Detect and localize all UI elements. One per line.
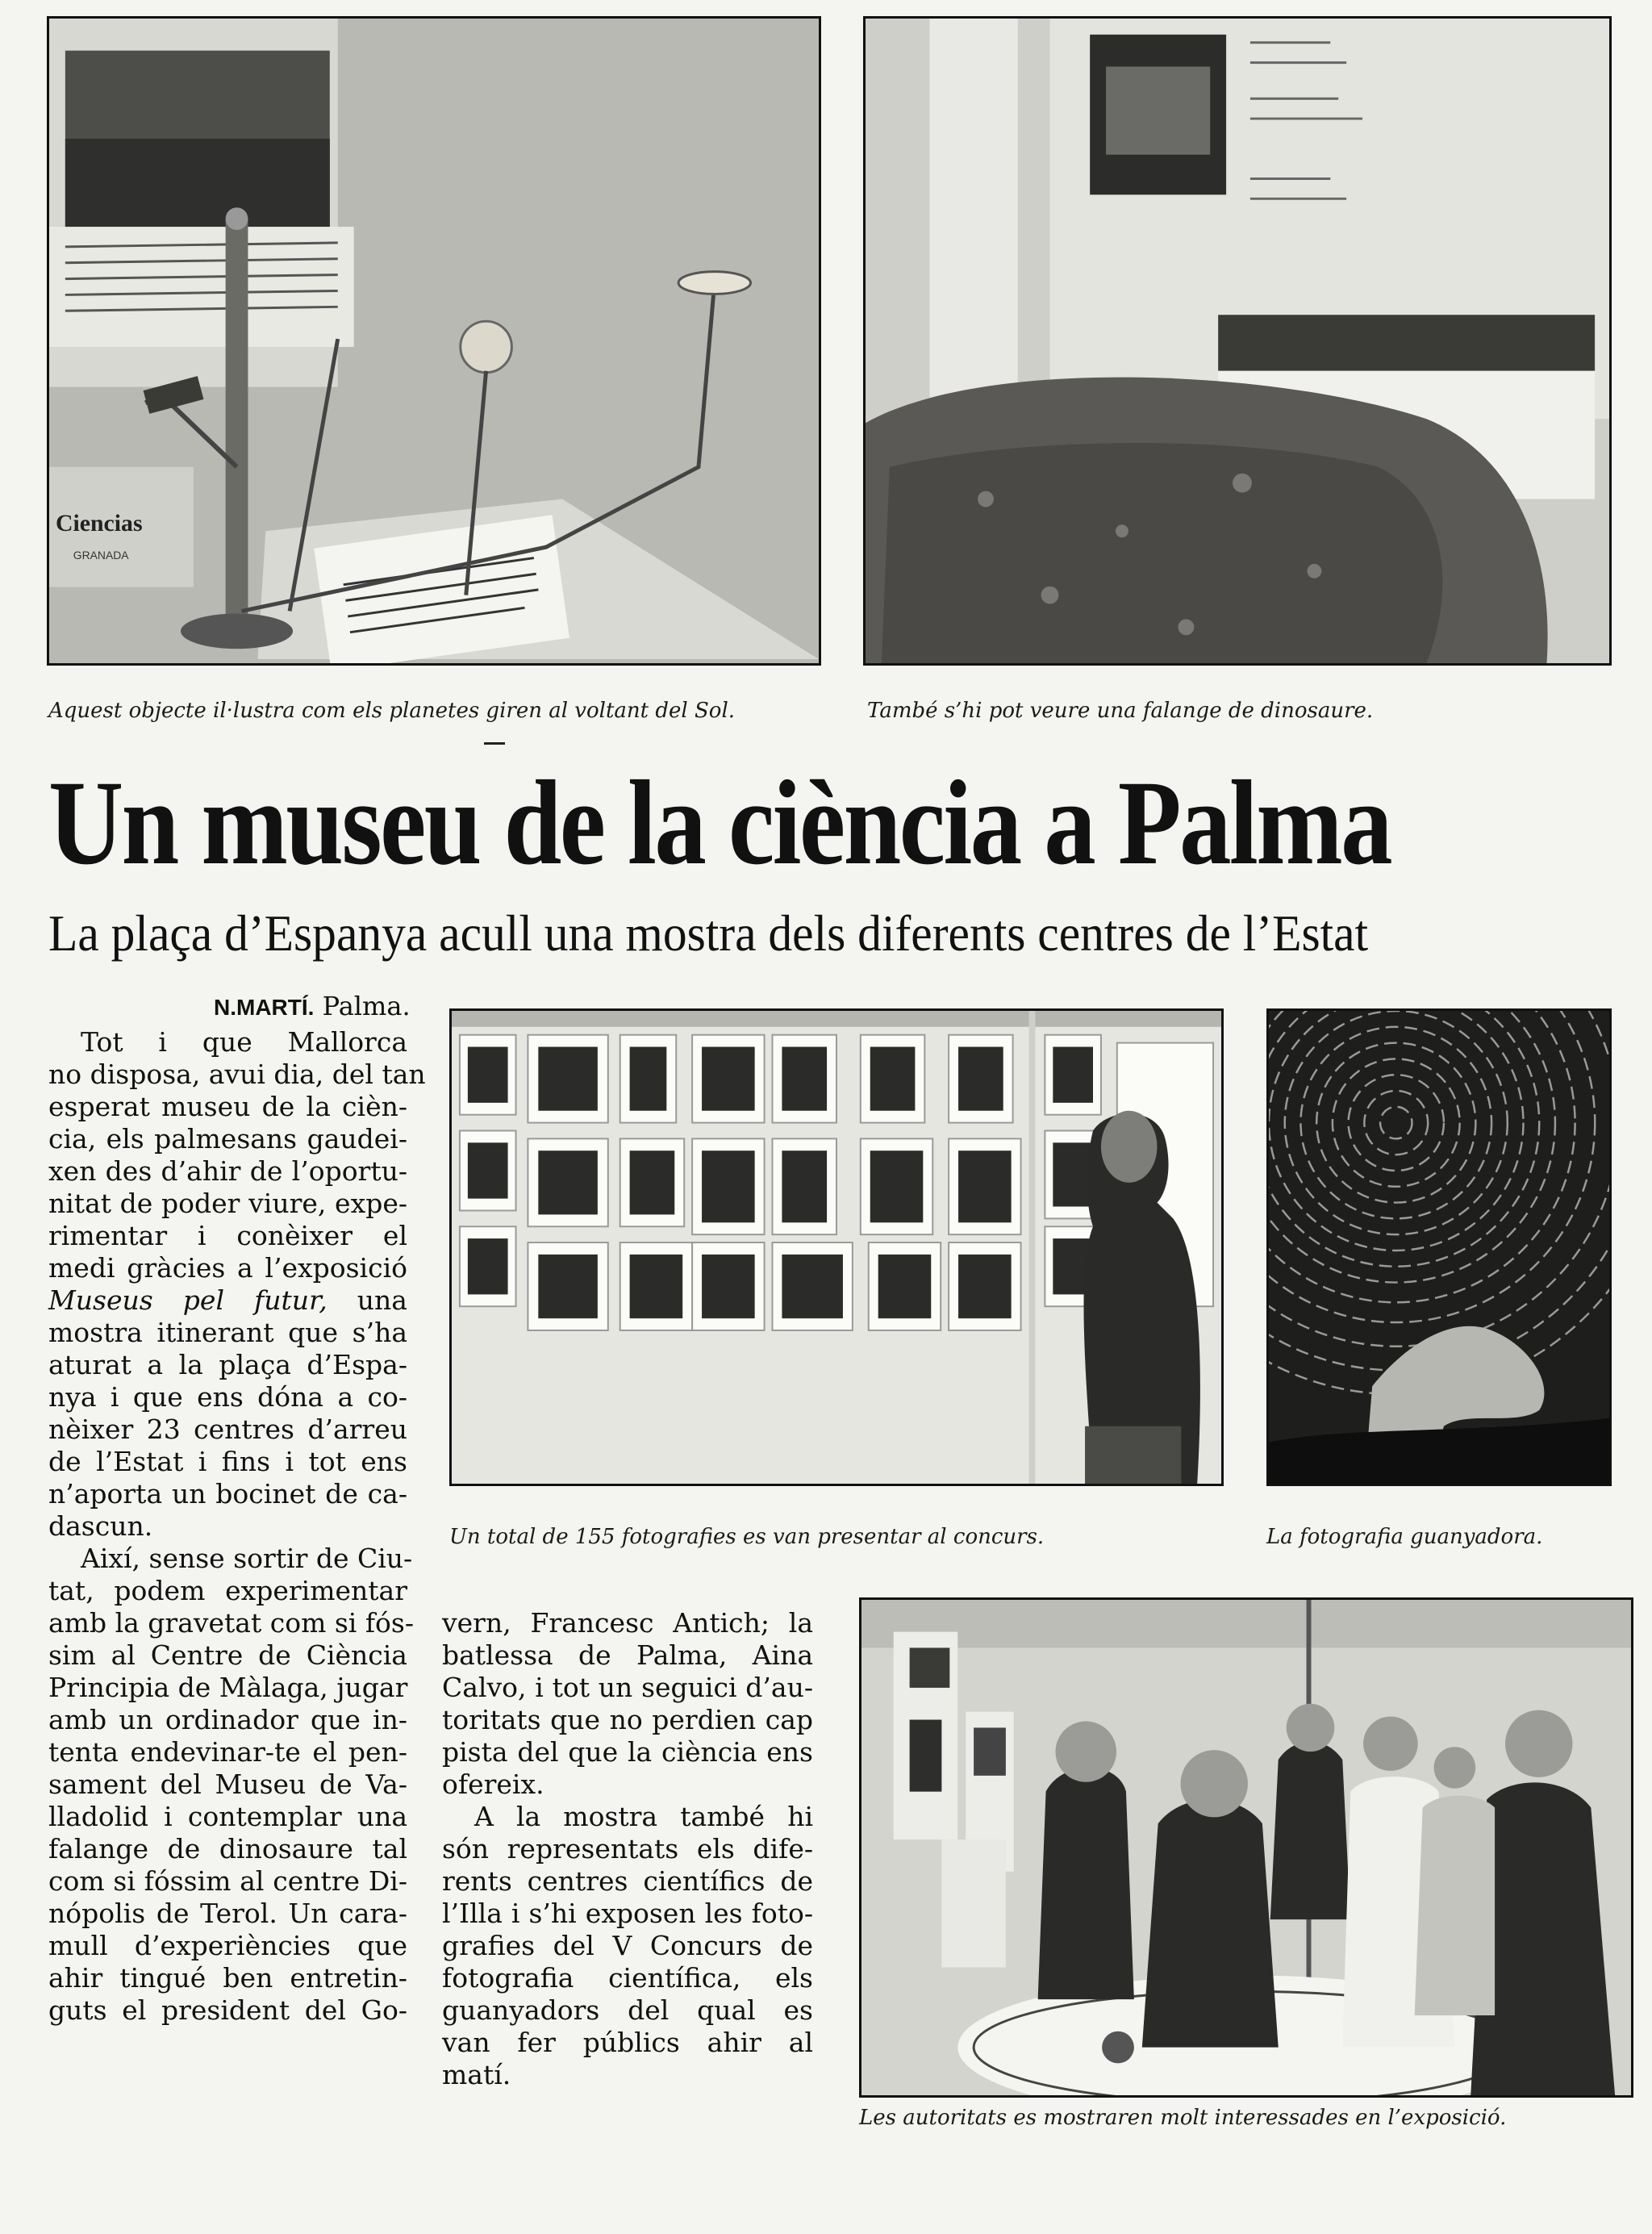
text-line: xen des d’ahir de l’oportu- bbox=[48, 1155, 407, 1187]
text-line: guanyadors del qual es bbox=[442, 1994, 813, 2026]
text-fragment: una bbox=[357, 1284, 407, 1316]
text-line: amb la gravetat com si fós- bbox=[48, 1607, 415, 1639]
text-line: medi gràcies a l’exposició bbox=[48, 1252, 407, 1284]
caption-planetarium: Aquest objecte il·lustra com els planetes giren al voltant del Sol. bbox=[48, 699, 736, 723]
text-line: tenta endevinar-te el pen- bbox=[48, 1736, 407, 1768]
photo-gallery-wall bbox=[449, 1008, 1224, 1486]
caption-dinosaur: També s’hi pot veure una falange de dinosaure. bbox=[867, 699, 1374, 723]
text-line: de l’Estat i fins i tot ens bbox=[48, 1446, 407, 1477]
text-line bbox=[48, 1284, 407, 1317]
byline-author: N.MARTÍ. bbox=[214, 995, 315, 1020]
article-column-1 bbox=[48, 1026, 426, 2027]
text-line: rents centres científics de bbox=[442, 1865, 813, 1897]
text-line: Calvo, i tot un seguici d’au- bbox=[442, 1672, 813, 1703]
caption-star-trails: La fotografia guanyadora. bbox=[1266, 1525, 1543, 1549]
byline bbox=[214, 991, 411, 1021]
text-line: batlessa de Palma, Aina bbox=[442, 1639, 813, 1671]
text-line: lladolid i contemplar una bbox=[48, 1801, 407, 1832]
text-line: nópolis de Terol. Un cara- bbox=[48, 1898, 407, 1929]
text-line: falange de dinosaure tal bbox=[48, 1833, 407, 1864]
text-line: sim al Centre de Ciència bbox=[48, 1639, 407, 1671]
text-line: nya i que ens dóna a co- bbox=[48, 1381, 407, 1413]
text-line: fotografia científica, els bbox=[442, 1962, 813, 1994]
text-line: toritats que no perdien cap bbox=[442, 1704, 813, 1735]
article-column-2 bbox=[442, 1607, 813, 2091]
headline: Un museu de la ciència a Palma bbox=[48, 756, 1391, 890]
text-line: amb un ordinador que in- bbox=[48, 1704, 407, 1735]
text-line: com si fóssim al centre Di- bbox=[48, 1865, 407, 1897]
text-line: Principia de Màlaga, jugar bbox=[48, 1672, 408, 1703]
text-line: n’aporta un bocinet de ca- bbox=[48, 1478, 407, 1510]
byline-place: Palma. bbox=[322, 991, 411, 1021]
text-line: nitat de poder viure, expe- bbox=[48, 1188, 407, 1219]
text-line: vern, Francesc Antich; la bbox=[442, 1607, 813, 1639]
text-line: aturat a la plaça d’Espa- bbox=[48, 1349, 407, 1380]
text-line: ahir tingué ben entretin- bbox=[48, 1962, 407, 1994]
text-line: guts el president del Go- bbox=[48, 1994, 407, 2026]
photo-authorities bbox=[859, 1597, 1633, 2098]
text-line: nèixer 23 centres d’arreu bbox=[48, 1413, 407, 1445]
text-line: Tot i que Mallorca bbox=[81, 1026, 407, 1058]
text-line: sament del Museu de Va- bbox=[48, 1768, 407, 1800]
text-line: tat, podem experimentar bbox=[48, 1575, 407, 1606]
subheadline: La plaça d’Espanya acull una mostra dels diferents centres de l’Estat bbox=[48, 904, 1369, 962]
text-line: Així, sense sortir de Ciu- bbox=[81, 1543, 413, 1574]
text-line: A la mostra també hi bbox=[474, 1801, 813, 1832]
text-line: mull d’experiències que bbox=[48, 1930, 407, 1961]
photo-star-trails bbox=[1266, 1008, 1612, 1486]
text-line: ofereix. bbox=[442, 1768, 544, 1800]
text-line: esperat museu de la cièn- bbox=[48, 1091, 407, 1122]
caption-divider bbox=[484, 742, 505, 745]
caption-authorities: Les autoritats es mostraren molt interessades en l’exposició. bbox=[859, 2106, 1507, 2130]
photo-planetarium-model bbox=[47, 16, 821, 666]
photo-dinosaur-phalanx bbox=[863, 16, 1612, 666]
text-line: cia, els palmesans gaudei- bbox=[48, 1123, 407, 1155]
panel-subtext: GRANADA bbox=[73, 548, 129, 562]
text-line: no disposa, avui dia, del tan bbox=[48, 1059, 426, 1090]
text-line: matí. bbox=[442, 2059, 511, 2090]
caption-gallery: Un total de 155 fotografies es van presentar al concurs. bbox=[449, 1525, 1045, 1549]
text-line: van fer públics ahir al bbox=[442, 2027, 813, 2058]
text-line: grafies del V Concurs de bbox=[442, 1930, 813, 1961]
text-line: dascun. bbox=[48, 1510, 153, 1542]
panel-text: Ciencias bbox=[55, 510, 143, 537]
text-line: l’Illa i s’hi exposen les foto- bbox=[442, 1898, 813, 1929]
text-line: són representats els dife- bbox=[442, 1833, 813, 1864]
text-line: mostra itinerant que s’ha bbox=[48, 1317, 407, 1348]
exhibition-name: Museus pel futur, bbox=[48, 1284, 327, 1316]
text-line: pista del que la ciència ens bbox=[442, 1736, 813, 1768]
text-line: rimentar i conèixer el bbox=[48, 1220, 407, 1251]
